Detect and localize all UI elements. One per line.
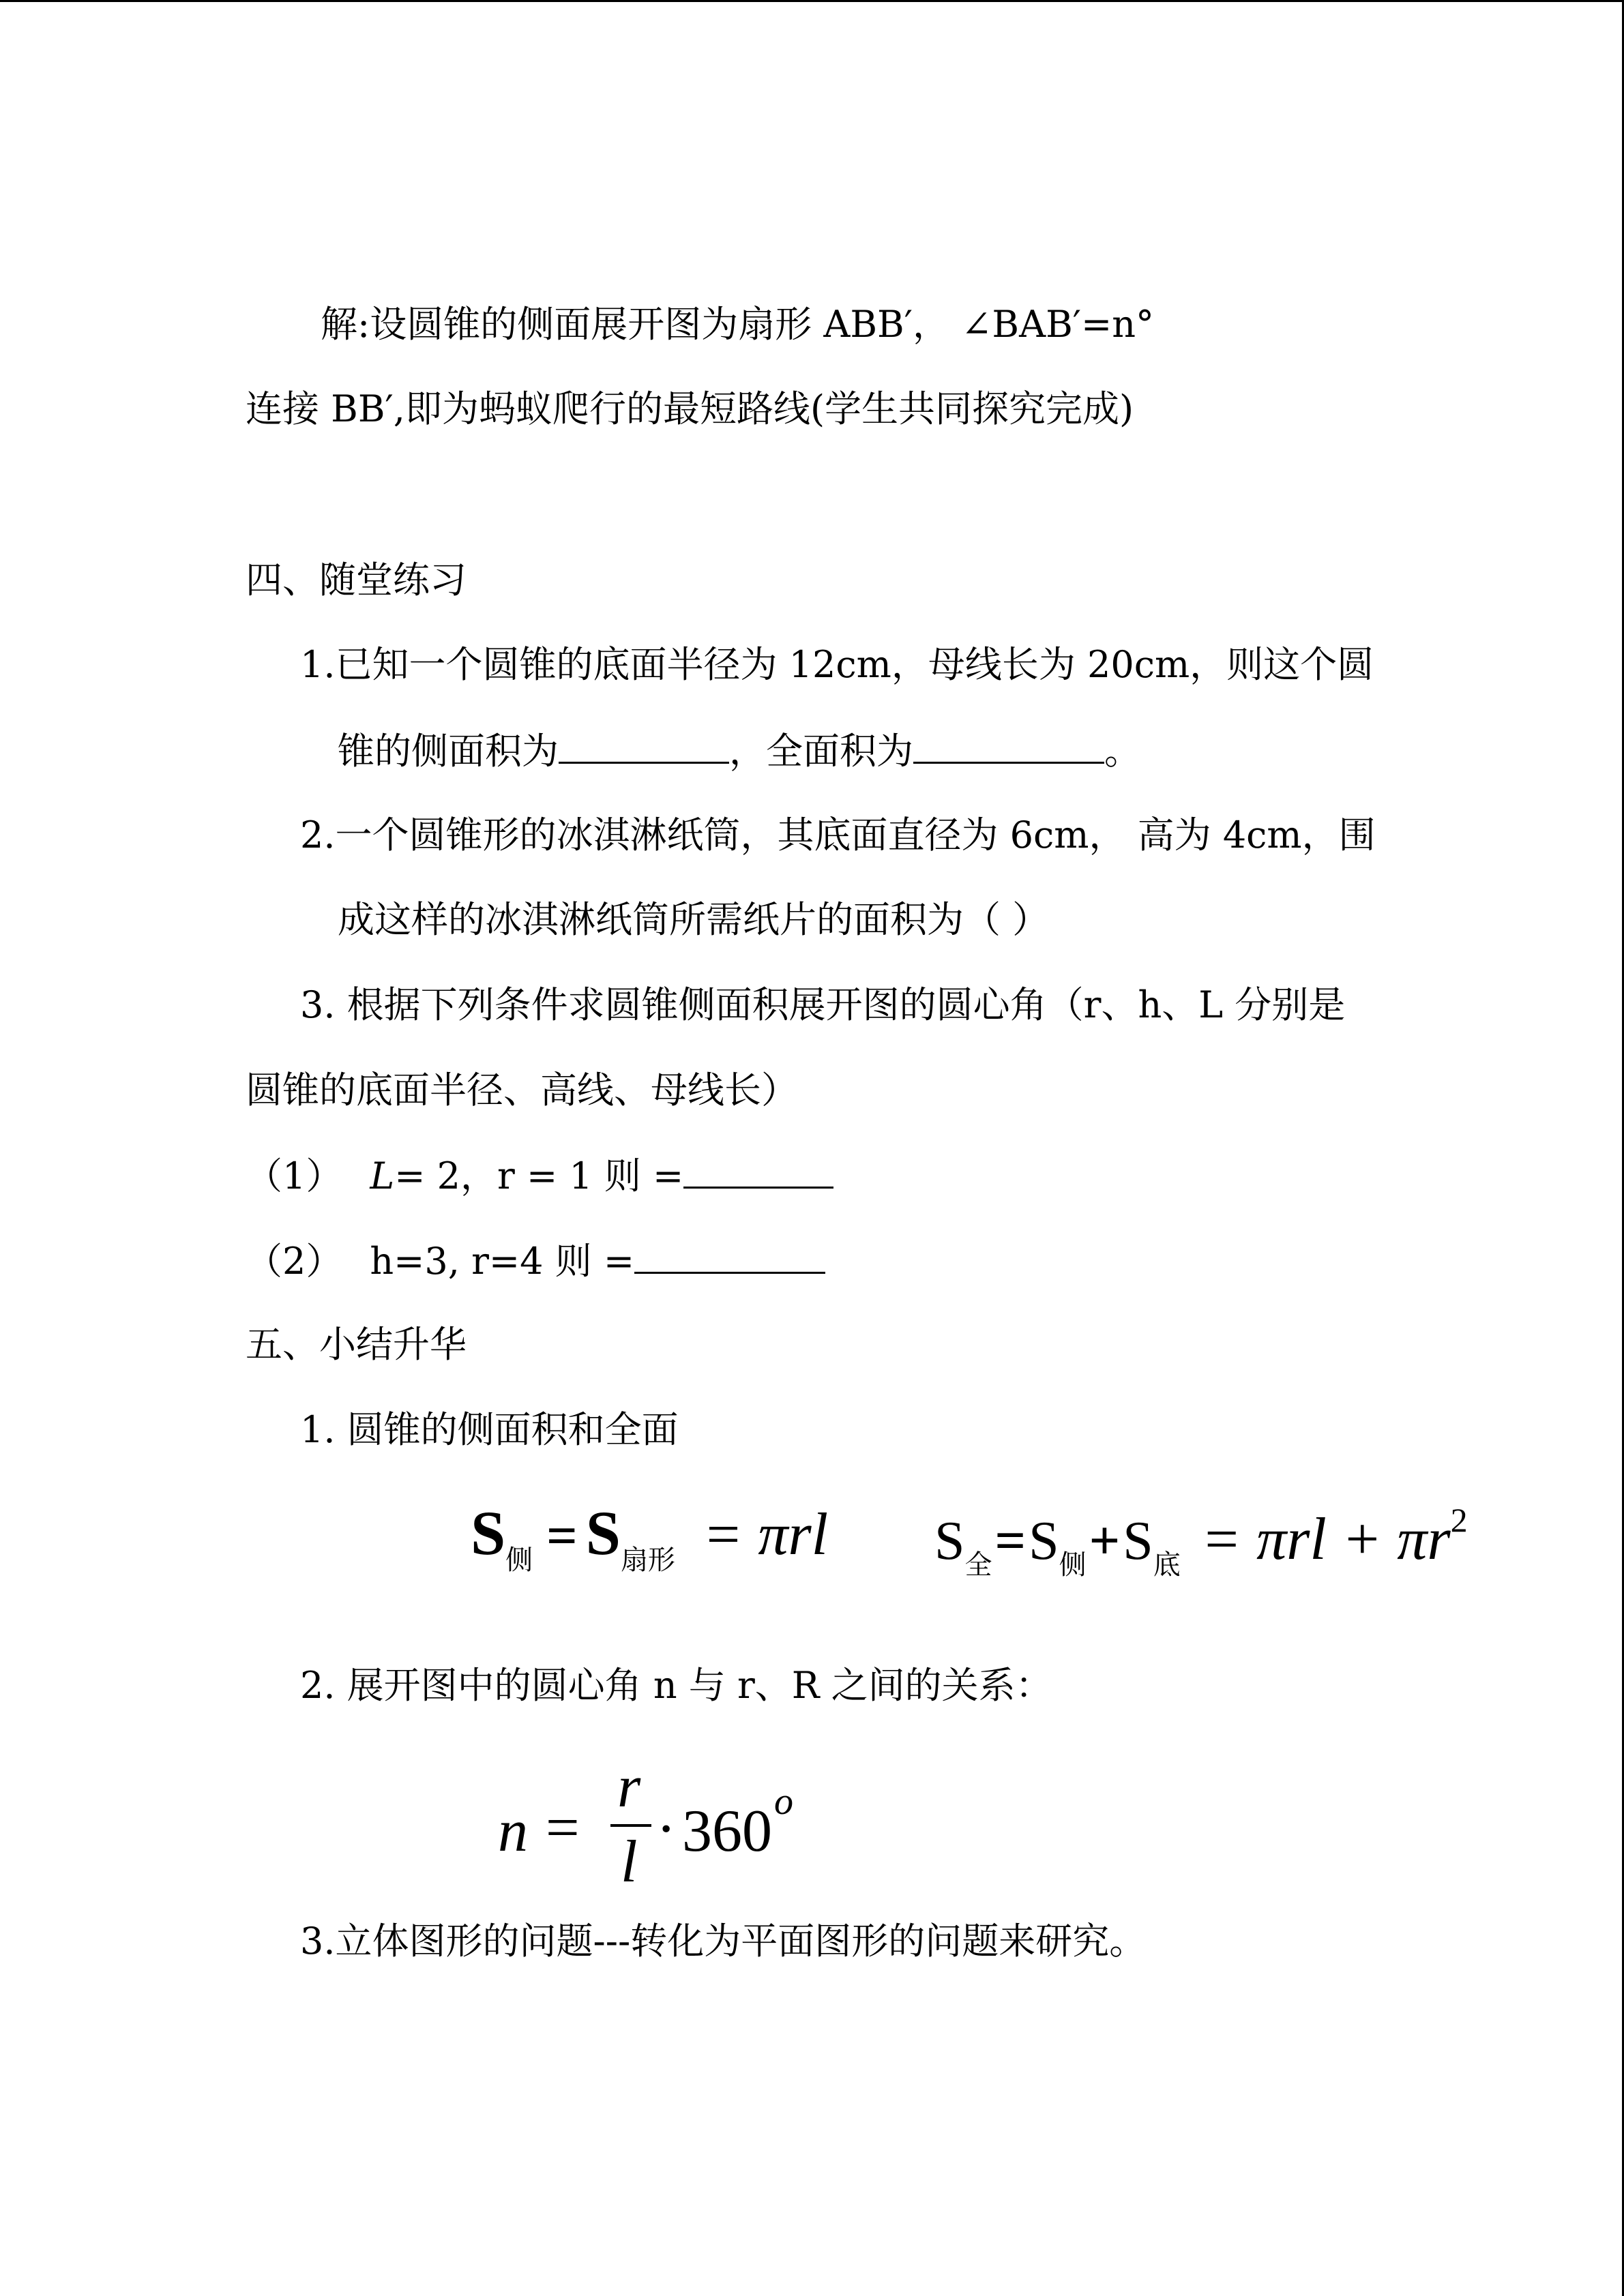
formula2-S-side: S: [1029, 1511, 1059, 1571]
formula3-degree: o: [774, 1780, 793, 1823]
lateral-area-blank[interactable]: [559, 726, 729, 764]
total-area-formula: [934, 1500, 1468, 1582]
summary-item-3: 3.立体图形的问题---转化为平面图形的问题来研究。: [300, 1920, 1147, 1963]
formula2-sub-side: 侧: [1059, 1549, 1087, 1581]
formula2-exponent: 2: [1450, 1501, 1468, 1539]
formula2-S-base: S: [1123, 1511, 1153, 1571]
sub-1-text: = 2，r = 1 则 =: [394, 1154, 684, 1197]
section-4-heading: 四、随堂练习: [246, 558, 467, 601]
exercise-3-line-1: 3. 根据下列条件求圆锥侧面积展开图的圆心角（r、h、L 分别是: [300, 983, 1346, 1026]
solution-line-2: 连接 BB′,即为蚂蚁爬行的最短路线(学生共同探究完成): [246, 387, 1134, 430]
formula1-rhs: = πrl: [702, 1502, 829, 1568]
sub-1-answer-blank[interactable]: [683, 1151, 833, 1189]
formula2-S-total: S: [934, 1511, 965, 1571]
exercise-3-sub-1: [246, 1151, 833, 1200]
exercise-1-text-c: 。: [1104, 730, 1141, 773]
sub-2-label: （2）: [246, 1240, 343, 1283]
formula2-sub-total: 全: [964, 1549, 992, 1581]
formula3-n: n: [498, 1798, 528, 1864]
formula1-sub-sector: 扇形: [620, 1545, 675, 1576]
exercise-1-text-a: 锥的侧面积为: [338, 730, 559, 773]
exercise-1-text-b: ，全面积为: [729, 730, 913, 773]
formula3-dot: ·: [656, 1796, 677, 1862]
formula1-S-sector: S: [585, 1498, 621, 1568]
formula3-denominator: l: [621, 1829, 638, 1895]
page-top-border: [0, 0, 1624, 2]
formula1-sub-side: 侧: [505, 1545, 533, 1576]
exercise-3-sub-2: [246, 1236, 825, 1285]
exercise-1-line-1: 1.已知一个圆锥的底面半径为 12cm，母线长为 20cm，则这个圆: [300, 643, 1374, 686]
formula2-sub-base: 底: [1153, 1549, 1181, 1581]
sub-2-answer-blank[interactable]: [634, 1236, 825, 1274]
exercise-1-line-2: [338, 726, 1141, 775]
exercise-2-line-2: 成这样的冰淇淋纸筒所需纸片的面积为（ ）: [338, 898, 1050, 941]
lateral-area-formula: [471, 1497, 828, 1577]
sub-1-label: （1）: [246, 1154, 343, 1197]
summary-item-2: 2. 展开图中的圆心角 n 与 r、R 之间的关系：: [300, 1664, 1052, 1707]
formula2-rhs: = πrl + πr: [1200, 1506, 1451, 1572]
formula3-value: 360: [682, 1798, 772, 1864]
summary-item-1: 1. 圆锥的侧面积和全面: [300, 1408, 679, 1451]
total-area-blank[interactable]: [913, 726, 1104, 764]
solution-line-1: 解:设圆锥的侧面展开图为扇形 ABB′， ∠BAB′=n°: [321, 303, 1155, 346]
formula3-numerator: r: [617, 1754, 641, 1820]
exercise-2-line-1: 2.一个圆锥形的冰淇淋纸筒，其底面直径为 6cm， 高为 4cm，围: [300, 814, 1376, 856]
formula3-fraction-bar: [610, 1824, 651, 1827]
sub-2-text: h=3, r=4 则 =: [370, 1240, 635, 1283]
section-5-heading: 五、小结升华: [246, 1323, 467, 1366]
formula2-plus: +: [1089, 1511, 1121, 1571]
exercise-3-line-2: 圆锥的底面半径、高线、母线长）: [246, 1069, 798, 1112]
formula1-eq: =: [546, 1506, 578, 1566]
formula3-eq: =: [546, 1795, 580, 1861]
formula2-eq: =: [994, 1511, 1027, 1571]
formula1-S-side: S: [471, 1498, 506, 1568]
sub-1-L: L: [370, 1154, 395, 1197]
